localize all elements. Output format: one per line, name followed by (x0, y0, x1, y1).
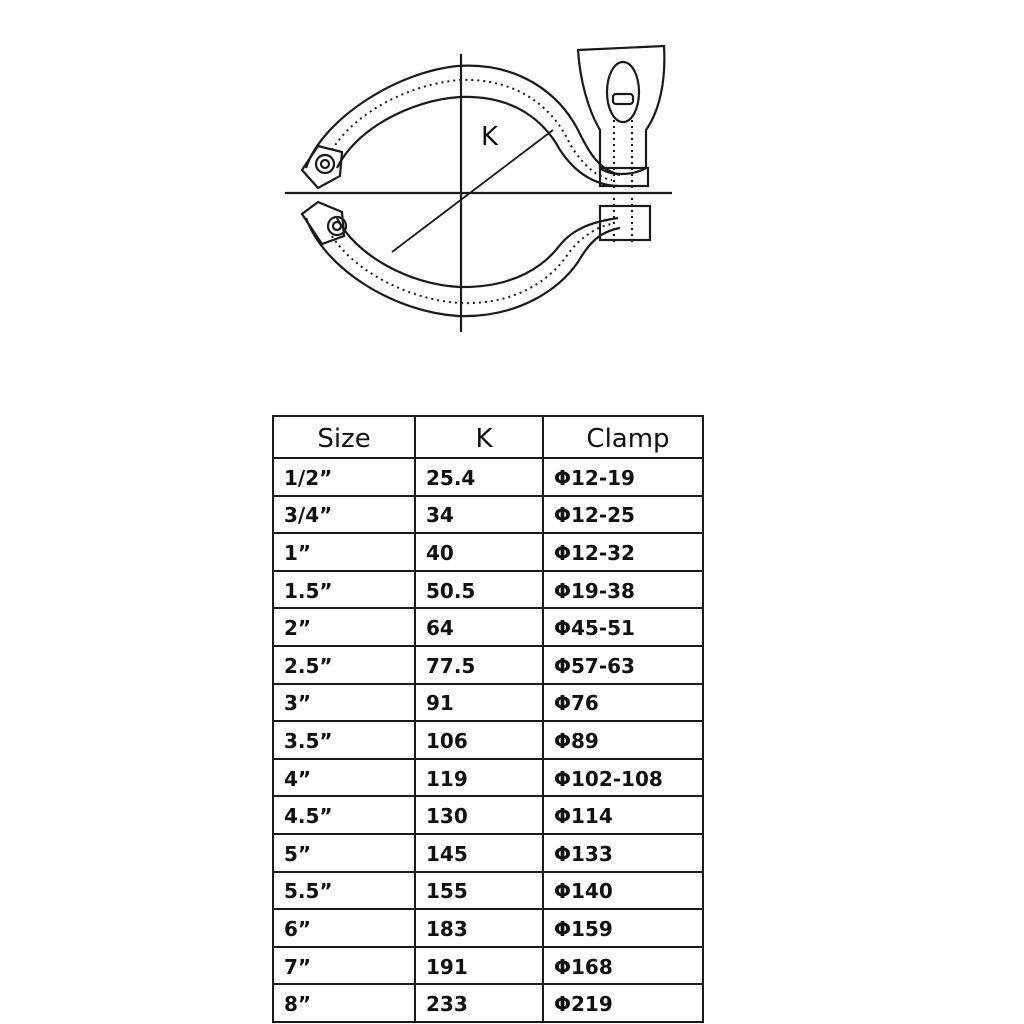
cell-clamp: Φ114 (543, 796, 703, 834)
cell-size: 7” (273, 947, 415, 985)
cell-k: 64 (415, 608, 543, 646)
table-row (273, 834, 703, 872)
wing-nut-slot (607, 62, 639, 122)
cell-size: 3” (273, 684, 415, 722)
cell-size: 1/2” (273, 458, 415, 496)
table-row (273, 496, 703, 534)
cell-size: 3/4” (273, 496, 415, 534)
cell-k: 106 (415, 721, 543, 759)
table-row (273, 571, 703, 609)
lower-lug (600, 206, 650, 240)
table-row (273, 872, 703, 910)
cell-k: 183 (415, 909, 543, 947)
cell-clamp: Φ168 (543, 947, 703, 985)
cell-k: 40 (415, 533, 543, 571)
table-body (273, 458, 703, 1022)
table-row (273, 684, 703, 722)
cell-k: 91 (415, 684, 543, 722)
cell-k: 25.4 (415, 458, 543, 496)
table-row (273, 796, 703, 834)
header-clamp: Clamp (543, 416, 703, 458)
header-size: Size (273, 416, 415, 458)
cell-size: 5” (273, 834, 415, 872)
table-row (273, 947, 703, 985)
cell-size: 4” (273, 759, 415, 797)
cell-size: 3.5” (273, 721, 415, 759)
cell-clamp: Φ57-63 (543, 646, 703, 684)
cell-size: 2” (273, 608, 415, 646)
table-row (273, 608, 703, 646)
cell-clamp: Φ76 (543, 684, 703, 722)
table-row (273, 909, 703, 947)
cell-size: 1.5” (273, 571, 415, 609)
upper-hinge-pin (316, 155, 334, 173)
cell-size: 1” (273, 533, 415, 571)
table-row (273, 646, 703, 684)
table-row (273, 984, 703, 1022)
cell-size: 6” (273, 909, 415, 947)
cell-k: 119 (415, 759, 543, 797)
table-header-row (273, 416, 703, 458)
cell-k: 50.5 (415, 571, 543, 609)
cell-clamp: Φ219 (543, 984, 703, 1022)
cell-clamp: Φ45-51 (543, 608, 703, 646)
cell-k: 155 (415, 872, 543, 910)
cell-k: 191 (415, 947, 543, 985)
cell-k: 130 (415, 796, 543, 834)
cell-clamp: Φ89 (543, 721, 703, 759)
cell-k: 77.5 (415, 646, 543, 684)
cell-size: 2.5” (273, 646, 415, 684)
upper-clamp-outer (306, 66, 620, 175)
cell-size: 4.5” (273, 796, 415, 834)
clamp-diagram (0, 0, 1024, 400)
cell-k: 233 (415, 984, 543, 1022)
dimension-label-k: K (481, 122, 499, 152)
cell-clamp: Φ140 (543, 872, 703, 910)
cell-size: 5.5” (273, 872, 415, 910)
header-k: K (415, 416, 543, 458)
cell-clamp: Φ12-25 (543, 496, 703, 534)
cell-clamp: Φ12-19 (543, 458, 703, 496)
table-row (273, 458, 703, 496)
diameter-line (392, 130, 553, 252)
cell-size: 8” (273, 984, 415, 1022)
cell-clamp: Φ19-38 (543, 571, 703, 609)
cell-clamp: Φ102-108 (543, 759, 703, 797)
size-table (272, 415, 704, 1023)
lower-clamp-inner (337, 218, 618, 287)
upper-clamp-inner (337, 97, 618, 186)
cell-k: 145 (415, 834, 543, 872)
table-row (273, 759, 703, 797)
table-row (273, 533, 703, 571)
cell-clamp: Φ12-32 (543, 533, 703, 571)
cell-clamp: Φ159 (543, 909, 703, 947)
cell-k: 34 (415, 496, 543, 534)
table-row (273, 721, 703, 759)
cell-clamp: Φ133 (543, 834, 703, 872)
clamp-drawing (0, 0, 1024, 400)
